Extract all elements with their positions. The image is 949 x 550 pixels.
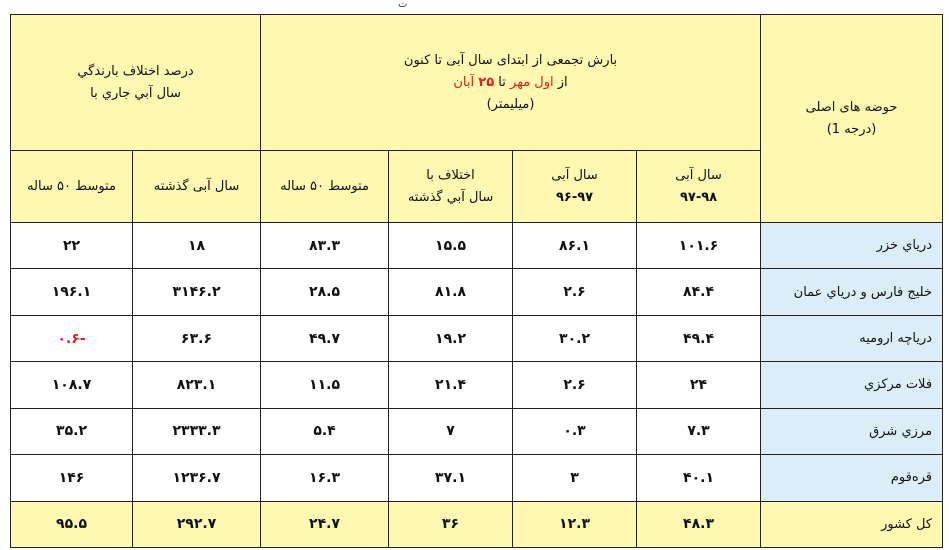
period-start: اول مهر xyxy=(510,74,554,90)
cell-diff: ۱۵.۵ xyxy=(389,223,513,269)
table-row xyxy=(11,223,943,269)
cell-pct-last: ۳۱۴۶.۲ xyxy=(133,269,261,315)
cell-avg50: ۸۳.۳ xyxy=(261,223,389,269)
row-name: مرزي شرق xyxy=(761,408,943,454)
period-to: تا xyxy=(498,74,506,90)
cell-pct-last: ۱۸ xyxy=(133,223,261,269)
table-row xyxy=(11,408,943,454)
cell-diff: ۱۹.۲ xyxy=(389,315,513,361)
cell-y9798: ۴۹.۴ xyxy=(637,315,761,361)
table-row xyxy=(11,315,943,361)
rainfall-table xyxy=(10,14,943,548)
cumulative-header xyxy=(261,15,761,151)
col-9798-line1: سال آبی xyxy=(675,167,722,183)
cell-y9697: ۲.۶ xyxy=(513,362,637,408)
col-header-diff xyxy=(389,151,513,223)
cell-diff: ۲۱.۴ xyxy=(389,362,513,408)
cell-avg50: ۲۴.۷ xyxy=(261,501,389,547)
cell-pct-avg50: ۲۲ xyxy=(11,223,133,269)
basins-header-line1: حوضه های اصلی xyxy=(805,99,898,115)
cell-y9697: ۳۰.۲ xyxy=(513,315,637,361)
row-name: قره‌قوم xyxy=(761,455,943,501)
row-name-total: کل کشور xyxy=(761,501,943,547)
cell-avg50: ۱۱.۵ xyxy=(261,362,389,408)
cell-y9798: ۷.۳ xyxy=(637,408,761,454)
cell-pct-last: ۶۳.۶ xyxy=(133,315,261,361)
cell-pct-last: ۲۳۳۳.۳ xyxy=(133,408,261,454)
cell-pct-last: ۲۹۲.۷ xyxy=(133,501,261,547)
period-month: آبان xyxy=(453,74,475,90)
cell-y9697: ۰.۳ xyxy=(513,408,637,454)
cell-pct-last: ۱۲۳۶.۷ xyxy=(133,455,261,501)
basins-header xyxy=(761,15,943,223)
col-diff-line1: اختلاف با xyxy=(426,167,475,183)
percent-header-line2: سال آبي جاري با xyxy=(90,85,181,101)
period-from: از xyxy=(557,74,568,90)
basins-header-line2: (درجه 1) xyxy=(826,121,877,137)
cumulative-header-unit: (میلیمتر) xyxy=(486,96,535,112)
col-header-9697 xyxy=(513,151,637,223)
cell-pct-avg50: ۱۹۶.۱ xyxy=(11,269,133,315)
col-header-9798 xyxy=(637,151,761,223)
top-mark: ت xyxy=(398,0,408,10)
cell-y9798: ۱۰۱.۶ xyxy=(637,223,761,269)
header-row-1 xyxy=(11,15,943,151)
cumulative-header-line1: بارش تجمعی از ابتدای سال آبی تا کنون xyxy=(403,52,618,68)
cumulative-header-period xyxy=(267,72,754,94)
cell-pct-avg50: ۱۰۸.۷ xyxy=(11,362,133,408)
table-row-total xyxy=(11,501,943,547)
cell-pct-avg50: ۱۴۶ xyxy=(11,455,133,501)
col-9798-line2: ۹۷-۹۸ xyxy=(679,189,718,205)
row-name: درياي خزر xyxy=(761,223,943,269)
cell-y9697: ۸۶.۱ xyxy=(513,223,637,269)
cell-y9697: ۱۲.۳ xyxy=(513,501,637,547)
cell-avg50: ۵.۴ xyxy=(261,408,389,454)
cell-diff: ۳۶ xyxy=(389,501,513,547)
cell-y9798: ۴۰.۱ xyxy=(637,455,761,501)
cell-avg50: ۱۶.۳ xyxy=(261,455,389,501)
cell-pct-avg50: -۰.۶ xyxy=(11,315,133,361)
cell-y9798: ۴۸.۳ xyxy=(637,501,761,547)
cell-y9798: ۲۴ xyxy=(637,362,761,408)
col-header-avg50: متوسط ۵۰ ساله xyxy=(261,151,389,223)
row-name: خليج فارس و درياي عمان xyxy=(761,269,943,315)
cell-pct-last: ۸۲۳.۱ xyxy=(133,362,261,408)
cell-pct-avg50: ۳۵.۲ xyxy=(11,408,133,454)
col-header-pct-last: سال آبی گذشته xyxy=(133,151,261,223)
cell-avg50: ۲۸.۵ xyxy=(261,269,389,315)
cell-diff: ۸۱.۸ xyxy=(389,269,513,315)
percent-header-line1: درصد اختلاف بارندگي xyxy=(77,63,194,79)
percent-header xyxy=(11,15,261,151)
row-name: درياچه اروميه xyxy=(761,315,943,361)
cell-diff: ۳۷.۱ xyxy=(389,455,513,501)
cell-y9697: ۲.۶ xyxy=(513,269,637,315)
col-header-pct-avg50: متوسط ۵۰ ساله xyxy=(11,151,133,223)
table-row xyxy=(11,269,943,315)
table-row xyxy=(11,362,943,408)
cell-y9697: ۳ xyxy=(513,455,637,501)
cell-avg50: ۴۹.۷ xyxy=(261,315,389,361)
cell-diff: ۷ xyxy=(389,408,513,454)
row-name: فلات مركزي xyxy=(761,362,943,408)
col-diff-line2: سال آبي گذشته xyxy=(407,189,494,205)
cell-pct-avg50: ۹۵.۵ xyxy=(11,501,133,547)
period-day: ۲۵ xyxy=(478,74,495,90)
table-row xyxy=(11,455,943,501)
col-9697-line2: ۹۶-۹۷ xyxy=(555,189,594,205)
col-9697-line1: سال آبی xyxy=(551,167,598,183)
cell-y9798: ۸۴.۴ xyxy=(637,269,761,315)
